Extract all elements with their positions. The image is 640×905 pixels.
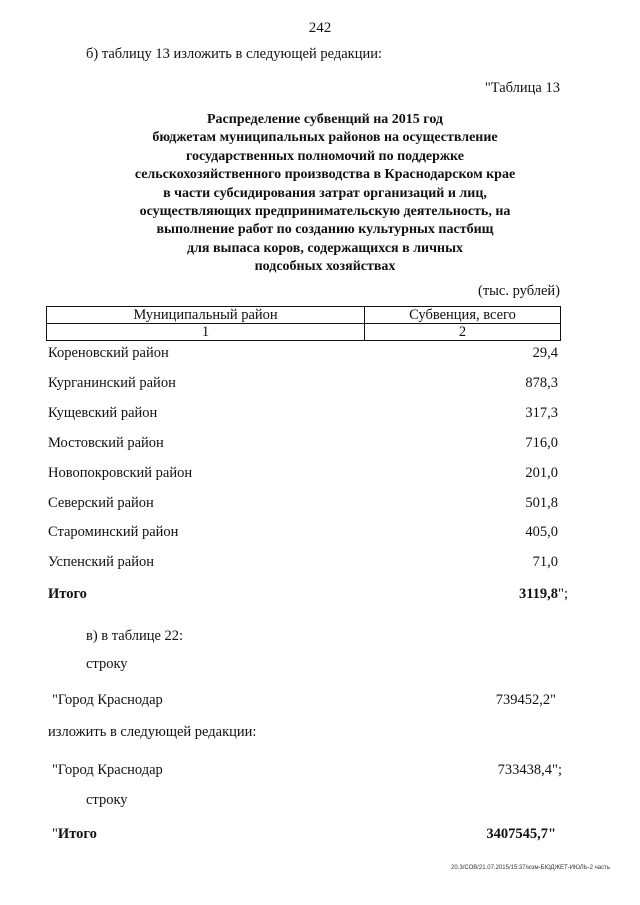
new-row-name: "Город Краснодар xyxy=(52,762,163,778)
district-value: 716,0 xyxy=(525,435,558,451)
table-row xyxy=(48,403,568,423)
district-name: Мостовский район xyxy=(48,435,164,451)
district-value: 317,3 xyxy=(525,405,558,421)
old-row-name: "Город Краснодар xyxy=(52,692,163,708)
title-line: в части субсидирования затрат организаций и лиц, xyxy=(163,185,487,201)
total-suffix: "; xyxy=(558,586,568,602)
table-row xyxy=(48,522,568,542)
header-subvention: Субвенция, всего xyxy=(365,307,561,324)
district-name: Успенский район xyxy=(48,554,154,570)
column-number-2: 2 xyxy=(365,324,561,341)
title-line: подсобных хозяйствах xyxy=(254,259,396,275)
table-row xyxy=(48,493,568,513)
intro-text: б) таблицу 13 изложить в следующей редакции: xyxy=(86,46,383,62)
unit-label: (тыс. рублей) xyxy=(478,283,560,299)
header-district: Муниципальный район xyxy=(47,307,365,324)
title-line: государственных полномочий по поддержке xyxy=(186,148,464,164)
row-word: строку xyxy=(86,792,128,808)
table-title xyxy=(60,111,590,277)
table-row xyxy=(48,463,568,483)
district-value: 878,3 xyxy=(525,375,558,391)
new-row xyxy=(48,760,568,780)
district-name: Новопокровский район xyxy=(48,465,193,481)
district-value: 501,8 xyxy=(525,495,558,511)
grand-total-name: Итого xyxy=(57,826,97,842)
row-word: строку xyxy=(86,656,128,672)
district-value: 29,4 xyxy=(532,345,558,361)
district-value: 71,0 xyxy=(532,554,558,570)
table-row xyxy=(48,373,568,393)
section-v-heading: в) в таблице 22: xyxy=(86,628,184,644)
column-number-1: 1 xyxy=(47,324,365,341)
total-value xyxy=(519,584,568,604)
district-name: Курганинский район xyxy=(48,375,176,391)
table-label: "Таблица 13 xyxy=(484,80,560,96)
total-label: Итого xyxy=(48,586,87,602)
title-line: осуществляющих предпринимательскую деятельность, на xyxy=(139,204,511,220)
district-name: Кущевский район xyxy=(48,405,158,421)
district-value: 201,0 xyxy=(525,465,558,481)
title-line: Распределение субвенций на 2015 год xyxy=(207,112,443,127)
old-row-value: 739452,2" xyxy=(495,692,556,708)
title-line: сельскохозяйственного производства в Краснодарском крае xyxy=(134,167,516,183)
table-row xyxy=(48,433,568,453)
old-row xyxy=(48,690,568,710)
grand-total-value: 3407545,7" xyxy=(486,826,556,842)
title-line: выполнение работ по созданию культурных пастбищ xyxy=(156,222,494,238)
table-header xyxy=(46,306,561,341)
grand-total-label xyxy=(52,824,97,844)
footer-code: 20.3/СОВ/21.07.2015/15:37/юзм-БЮДЖЕТ-ИЮЛЬ-2 часть xyxy=(451,865,610,871)
title-line: бюджетам муниципальных районов на осуществление xyxy=(152,130,498,146)
grand-total-row xyxy=(48,824,568,844)
district-value: 405,0 xyxy=(525,524,558,540)
district-name: Староминский район xyxy=(48,524,179,540)
table-row xyxy=(48,343,568,363)
grand-total-quote: " xyxy=(52,826,58,842)
page-number: 242 xyxy=(308,20,332,36)
title-line: для выпаса коров, содержащихся в личных xyxy=(186,240,464,256)
replace-text: изложить в следующей редакции: xyxy=(48,724,257,740)
total-amount: 3119,8 xyxy=(518,586,559,602)
total-row xyxy=(48,584,568,604)
district-name: Кореновский район xyxy=(48,345,169,361)
new-row-value: 733438,4"; xyxy=(497,762,562,778)
district-name: Северский район xyxy=(48,495,154,511)
table-row xyxy=(48,552,568,572)
